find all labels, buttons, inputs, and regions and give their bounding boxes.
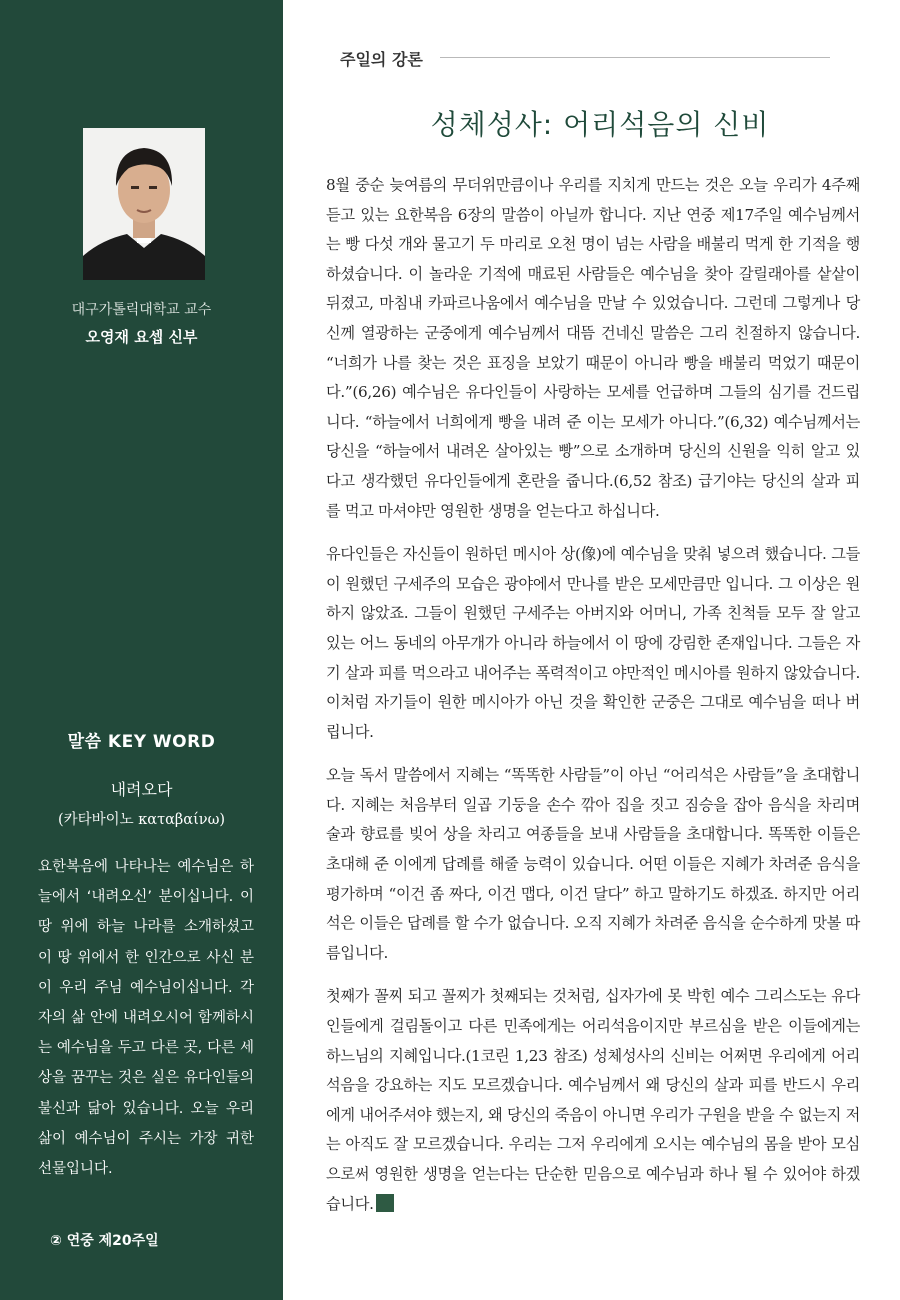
author-portrait-image <box>83 128 205 280</box>
end-mark-icon <box>376 1194 394 1212</box>
article-paragraph: 오늘 독서 말씀에서 지혜는 “똑똑한 사람들”이 아닌 “어리석은 사람들”을 초대합니다. 지혜는 처음부터 일곱 기둥을 손수 깎아 집을 짓고 짐승을 잡아 음식을 차리며 술과 향료를 빚어 상을 차리고 여종들을 보내 사람들을 초대합니다. 똑똑한 이들은 초대해 준 이에게 답례를 해줄 능력이 있습니다. 어떤 이들은 지혜가 차려준 음식을 평가하며 “이건 좀 짜다, 이건 맵다, 이건 달다” 하고 말하기도 하겠죠. 하지만 어리석은 이들은 답례를 할 수가 없습니다. 오직 지혜가 차려준 음식을 순수하게 맛볼 따름입니다. <box>326 766 860 962</box>
author-name: 오영재 요셉 신부 <box>85 328 198 346</box>
section-label: 주일의 강론 <box>340 50 423 69</box>
keyword-transliteration: (카타바이노 καταβαίνω) <box>57 812 226 828</box>
article-paragraph: 8월 중순 늦여름의 무더위만큼이나 우리를 지치게 만드는 것은 오늘 우리가 4주째 듣고 있는 요한복음 6장의 말씀이 아닐까 합니다. 지난 연중 제17주일 예수님께서는 빵 다섯 개와 물고기 두 마리로 오천 명이 넘는 사람을 배불리 먹게 한 기적을 행하셨습니다. 이 놀라운 기적에 매료된 사람들은 예수님을 찾아 갈릴래아를 샅샅이 뒤졌고, 마침내 카파르나움에서 예수님을 만날 수 있었습니다. 그런데 그렇게나 당신께 열광하는 군중에게 예수님께서 대뜸 건네신 말씀은 그리 친절하지 않습니다. “너희가 나를 찾는 것은 표징을 보았기 때문이 아니라 빵을 배불리 먹었기 때문이다.”(6,26) 예수님은 유다인들이 사랑하는 모세를 언급하며 그들의 심기를 건드립니다. “하늘에서 너희에게 빵을 내려 준 이는 모세가 아니다.”(6,32) 예수님께서는 당신을 “하늘에서 내려온 살아있는 빵”으로 소개하며 당신의 신원을 익히 알고 있다고 생각했던 유다인들에게 혼란을 줍니다.(6,52 참조) 급기야는 당신의 살과 피를 먹고 마셔야만 영원한 생명을 얻는다고 하십니다. <box>326 176 860 520</box>
keyword-description: 요한복음에 나타나는 예수님은 하늘에서 ‘내려오신’ 분이십니다. 이 땅 위에 하늘 나라를 소개하셨고 이 땅 위에서 한 인간으로 사신 분이 우리 주님 예수님이십니다. 각자의 삶 안에 내려오시어 함께하시는 예수님을 두고 다른 곳, 다른 세상을 꿈꾸는 것은 실은 유다인들의 불신과 닮아 있습니다. 오늘 우리 삶이 예수님이 주시는 가장 귀한 선물입니다. <box>38 859 254 1178</box>
article-body <box>326 171 860 1233</box>
keyword-heading: 말씀 KEY WORD <box>67 732 216 752</box>
article-paragraph: 유다인들은 자신들이 원하던 메시아 상(像)에 예수님을 맞춰 넣으려 했습니다. 그들이 원했던 구세주의 모습은 광야에서 만나를 받은 모세만큼만 입니다. 그 이상은 원하지 않았죠. 그들이 원했던 구세주는 아버지와 어머니, 가족 친척들 모두 잘 알고 있는 어느 동네의 아무개가 아니라 하늘에서 이 땅에 강림한 존재입니다. 그들은 자기 살과 피를 먹으라고 내어주는 폭력적이고 야만적인 메시아를 원하지 않았습니다. 이처럼 자기들이 원한 메시아가 아닌 것을 확인한 군중은 그대로 예수님을 떠나 버립니다. <box>326 545 860 741</box>
article-paragraph <box>326 982 860 1219</box>
article-title: 성체성사: 어리석음의 신비 <box>430 108 770 141</box>
sidebar-panel <box>0 0 283 1300</box>
article-paragraph-text: 첫째가 꼴찌 되고 꼴찌가 첫째되는 것처럼, 십자가에 못 박힌 예수 그리스도는 유다인들에게 걸림돌이고 다른 민족에게는 어리석음이지만 부르심을 받은 이들에게는 하느님의 지혜입니다.(1코린 1,23 참조) 성체성사의 신비는 어쩌면 우리에게 어리석음을 강요하는 지도 모르겠습니다. 예수님께서 왜 당신의 살과 피를 반드시 우리에게 내어주셔야 했는지, 왜 당신의 죽음이 아니면 우리가 구원을 받을 수 없는지 저는 아직도 잘 모르겠습니다. 우리는 그저 우리에게 오시는 예수님의 몸을 받아 모심으로써 영원한 생명을 얻는다는 단순한 믿음으로 예수님과 하나 될 수 있어야 하겠습니다. <box>326 987 860 1213</box>
keyword-term: 내려오다 <box>110 780 173 799</box>
author-affiliation: 대구가톨릭대학교 교수 <box>71 302 212 318</box>
sunday-label: ② 연중 제20주일 <box>50 1233 159 1249</box>
author-photo <box>83 128 205 280</box>
section-divider <box>440 57 830 58</box>
